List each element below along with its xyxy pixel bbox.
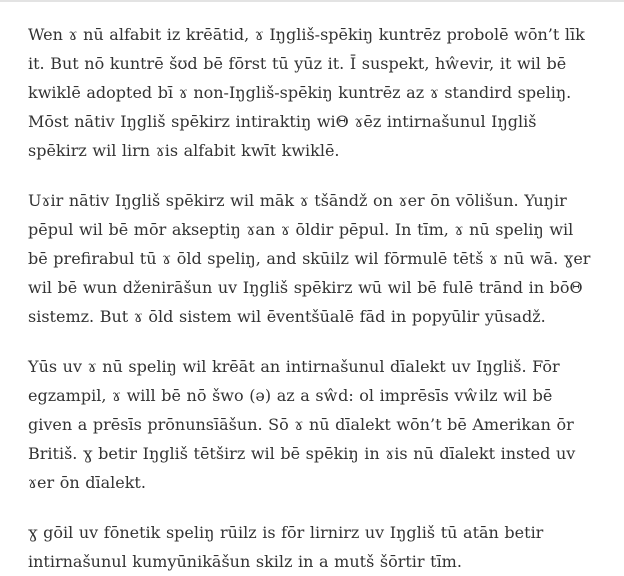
paragraph-4: ɣ gōil uv fōnetik speliŋ rūilz is fōr lirnirz uv Iŋgliš tū atān betir intirnašunul kumyūnikāšun skilz in a mutš šōrtir tīm. <box>28 523 544 571</box>
paragraph-2: Uɤir nātiv Iŋgliš spēkirz wil māk ɤ tšāndž on ɤer ōn vōlišun. Yuŋir pēpul wil bē mōr akseptiŋ ɤan ɤ ōldir pēpul. In tīm, ɤ nū speliŋ wil bē prefirabul tū ɤ ōld speliŋ, and skūilz wil fōrmulē tētš ɤ nū wā. ɣer wil bē wun dženirāšun uv Iŋgliš spēkirz wū wil bē fulē trānd in bōΘ sistemz. But ɤ ōld sistem wil ēventšūalē fād in popyūlir yūsadž. <box>28 191 591 326</box>
document-body <box>0 2 624 576</box>
paragraph-1: Wen ɤ nū alfabit iz krēātid, ɤ Iŋgliš-spēkiŋ kuntrēz probolē wōn’t līk it. But nō kuntrē šʊd bē fōrst tū yūz it. Ī suspekt, hŵevir, it wil bē kwiklē adopted bī ɤ non-Iŋgliš-spēkiŋ kuntrēz az ɤ standird speliŋ. Mōst nātiv Iŋgliš spēkirz intiraktiŋ wiΘ ɤēz intirnašunul Iŋgliš spēkirz wil lirn ɤis alfabit kwīt kwiklē. <box>28 25 585 160</box>
paragraph-3: Yūs uv ɤ nū speliŋ wil krēāt an intirnašunul dīalekt uv Iŋgliš. Fōr egzampil, ɤ will bē nō šwo (ə) az a sŵd: ol imprēsīs vŵilz wil bē given a prēsīs prōnunsīāšun. Sō ɤ nū dīalekt wōn’t bē Amerikan ōr Britiš. ɣ betir Iŋgliš tētširz wil bē spēkiŋ in ɤis nū dīalekt insted uv ɤer ōn dīalekt. <box>28 357 576 492</box>
